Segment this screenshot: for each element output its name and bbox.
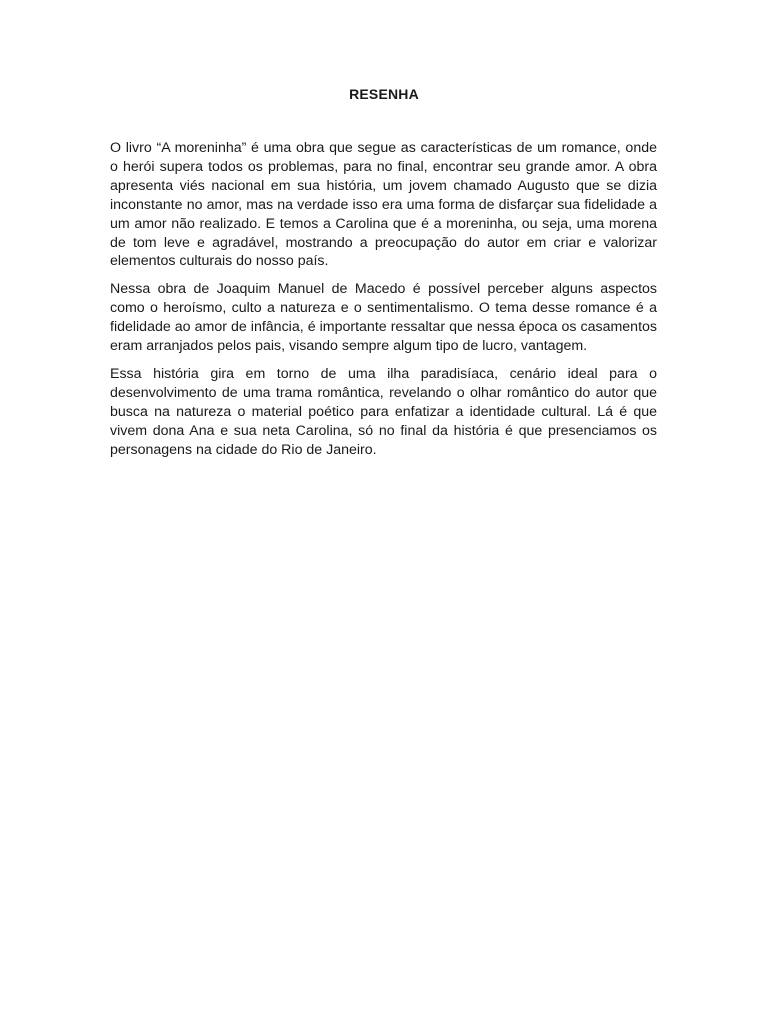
document-body xyxy=(110,139,657,469)
document-title: RESENHA xyxy=(349,86,419,102)
paragraph-2: Nessa obra de Joaquim Manuel de Macedo é possível perceber alguns aspectos como o heroísmo, culto a natureza e o sentimentalismo. O tema desse romance é a fidelidade ao amor de infância, é importante ressaltar que nessa época os casamentos eram arranjados pelos pais, visando sempre algum tipo de lucro, vantagem. xyxy=(110,281,657,355)
paragraph-3: Essa história gira em torno de uma ilha paradisíaca, cenário ideal para o desenvolvimento de uma trama romântica, revelando o olhar romântico do autor que busca na natureza o material poético para enfatizar a identidade cultural. Lá é que vivem dona Ana e sua neta Carolina, só no final da história é que presenciamos os personagens na cidade do Rio de Janeiro. xyxy=(110,365,657,458)
paragraph-1: O livro “A moreninha” é uma obra que segue as características de um romance, onde o herói supera todos os problemas, para no final, encontrar seu grande amor. A obra apresenta viés nacional em sua história, um jovem chamado Augusto que se dizia inconstante no amor, mas na verdade isso era uma forma de disfarçar sua fidelidade a um amor não realizado. E temos a Carolina que é a moreninha, ou seja, uma morena de tom leve e agradável, mostrando a preocupação do autor em criar e valorizar elementos culturais do nosso país. xyxy=(110,140,657,270)
